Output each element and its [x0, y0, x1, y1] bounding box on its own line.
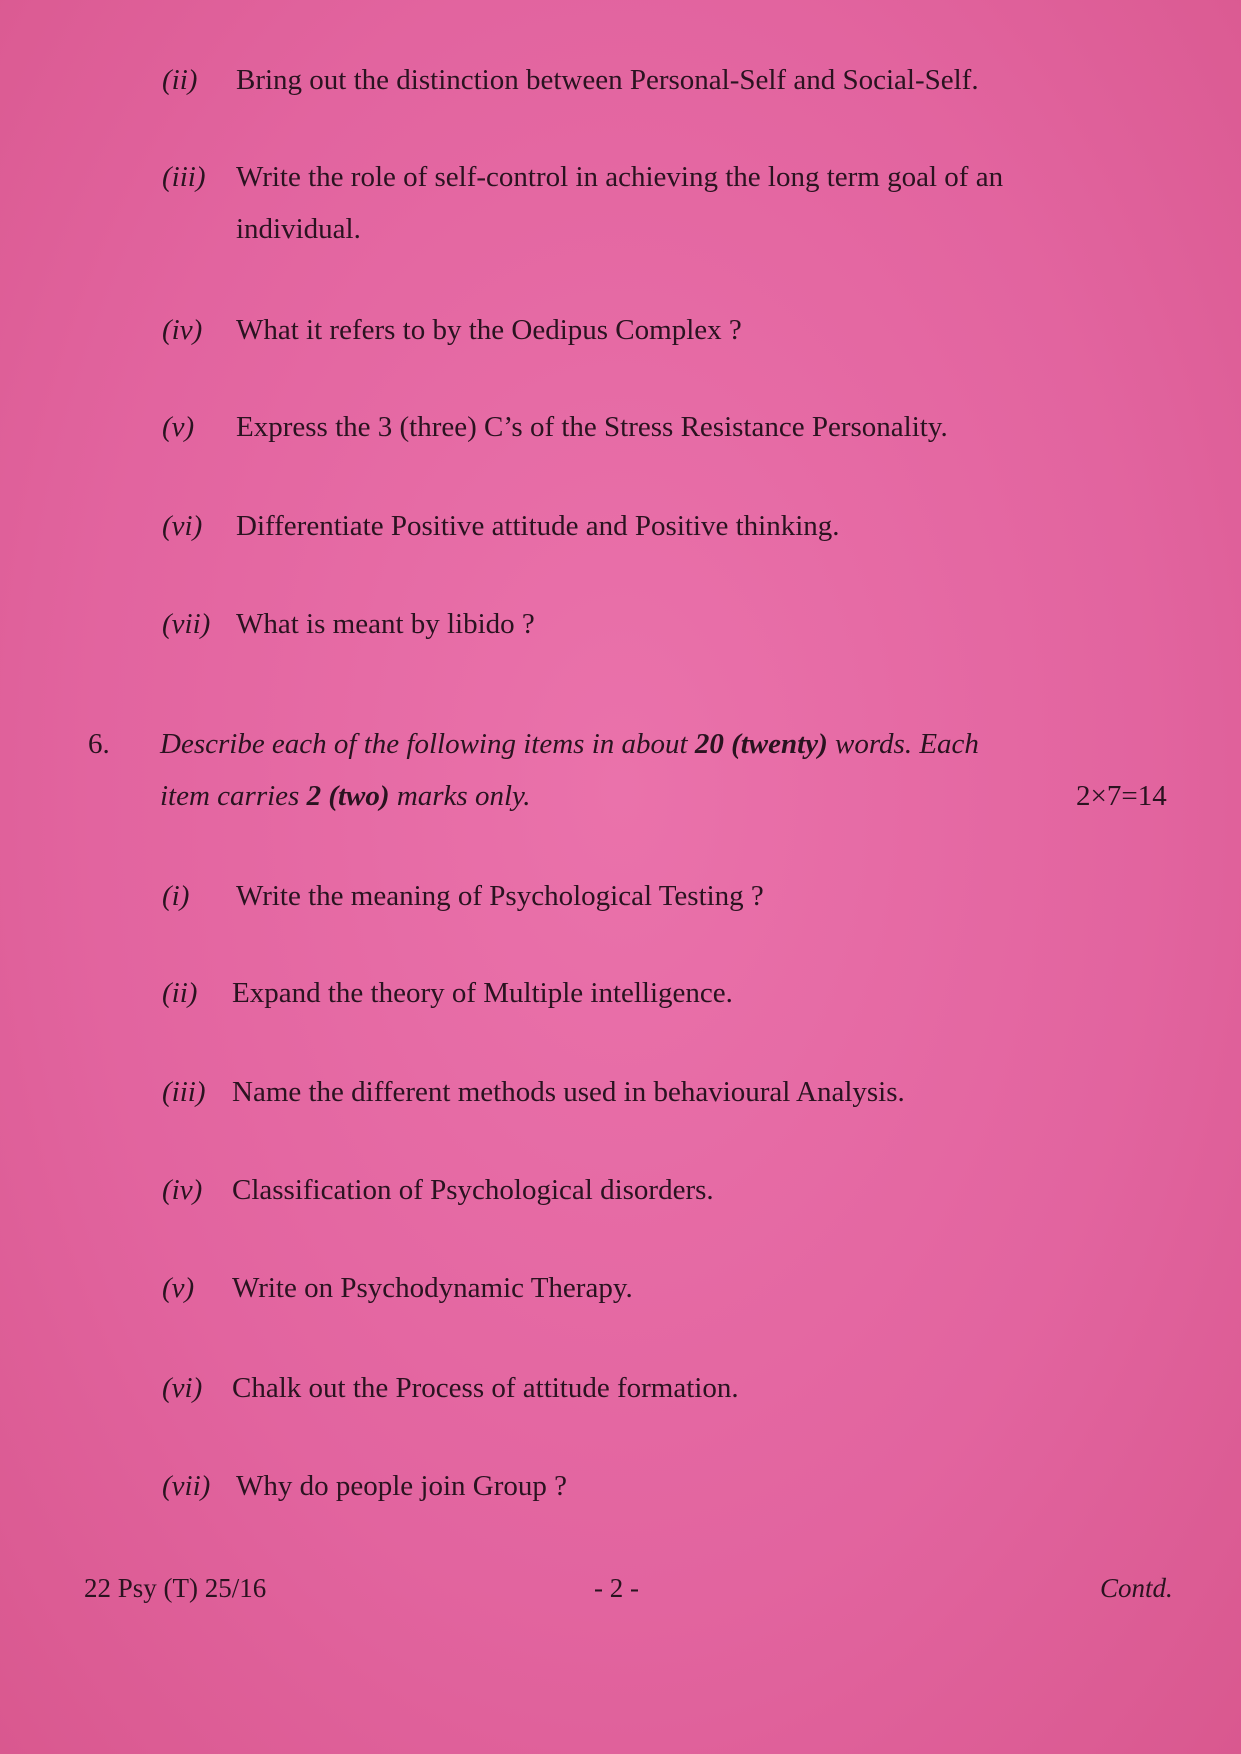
item-text: Classification of Psychological disorders. [232, 1174, 714, 1206]
question-6-heading [88, 724, 1188, 824]
item-text: Write the role of self-control in achieving the long term goal of an [236, 161, 1004, 193]
instruction-word-count: 20 (twenty) [694, 728, 828, 760]
item-text-continued: individual. [236, 213, 361, 245]
instruction-marks-count: 2 (two) [306, 780, 390, 812]
item-number: (v) [162, 411, 195, 443]
question-instruction-line-2 [160, 776, 531, 816]
item-number: (iv) [162, 1174, 203, 1206]
item-number: (vii) [162, 1470, 211, 1502]
item-number: (vi) [162, 510, 203, 542]
item-number: (ii) [162, 977, 198, 1009]
item-text: What is meant by libido ? [236, 608, 535, 640]
instruction-part: Describe each of the following items in about [160, 728, 695, 760]
item-number: (vii) [162, 608, 211, 640]
instruction-part: item carries [160, 780, 307, 812]
continued-label: Contd. [1100, 1573, 1173, 1603]
item-number: (iii) [162, 161, 206, 193]
item-text: Name the different methods used in behavioural Analysis. [232, 1076, 905, 1108]
question-number: 6. [88, 728, 110, 760]
page-number: - 2 - [594, 1573, 639, 1603]
marks-allocation: 2×7=14 [1076, 780, 1167, 812]
question-instruction-line-1 [160, 724, 979, 764]
instruction-part: marks only. [389, 780, 531, 812]
item-number: (i) [162, 880, 190, 912]
item-text: Differentiate Positive attitude and Positive thinking. [236, 510, 840, 542]
item-text: Write the meaning of Psychological Testing ? [236, 880, 764, 912]
item-text: Why do people join Group ? [236, 1470, 568, 1502]
item-text: What it refers to by the Oedipus Complex ? [236, 314, 742, 346]
item-number: (iii) [162, 1076, 206, 1108]
item-number: (vi) [162, 1372, 203, 1404]
item-text: Chalk out the Process of attitude formation. [232, 1372, 739, 1404]
paper-code: 22 Psy (T) 25/16 [84, 1573, 267, 1603]
instruction-part: words. Each [827, 728, 979, 760]
item-number: (ii) [162, 64, 198, 96]
item-number: (iv) [162, 314, 203, 346]
item-text: Bring out the distinction between Personal-Self and Social-Self. [236, 64, 979, 96]
item-text: Write on Psychodynamic Therapy. [232, 1272, 633, 1304]
item-text: Express the 3 (three) C’s of the Stress Resistance Personality. [236, 411, 948, 443]
item-number: (v) [162, 1272, 195, 1304]
item-text: Expand the theory of Multiple intelligence. [232, 977, 733, 1009]
